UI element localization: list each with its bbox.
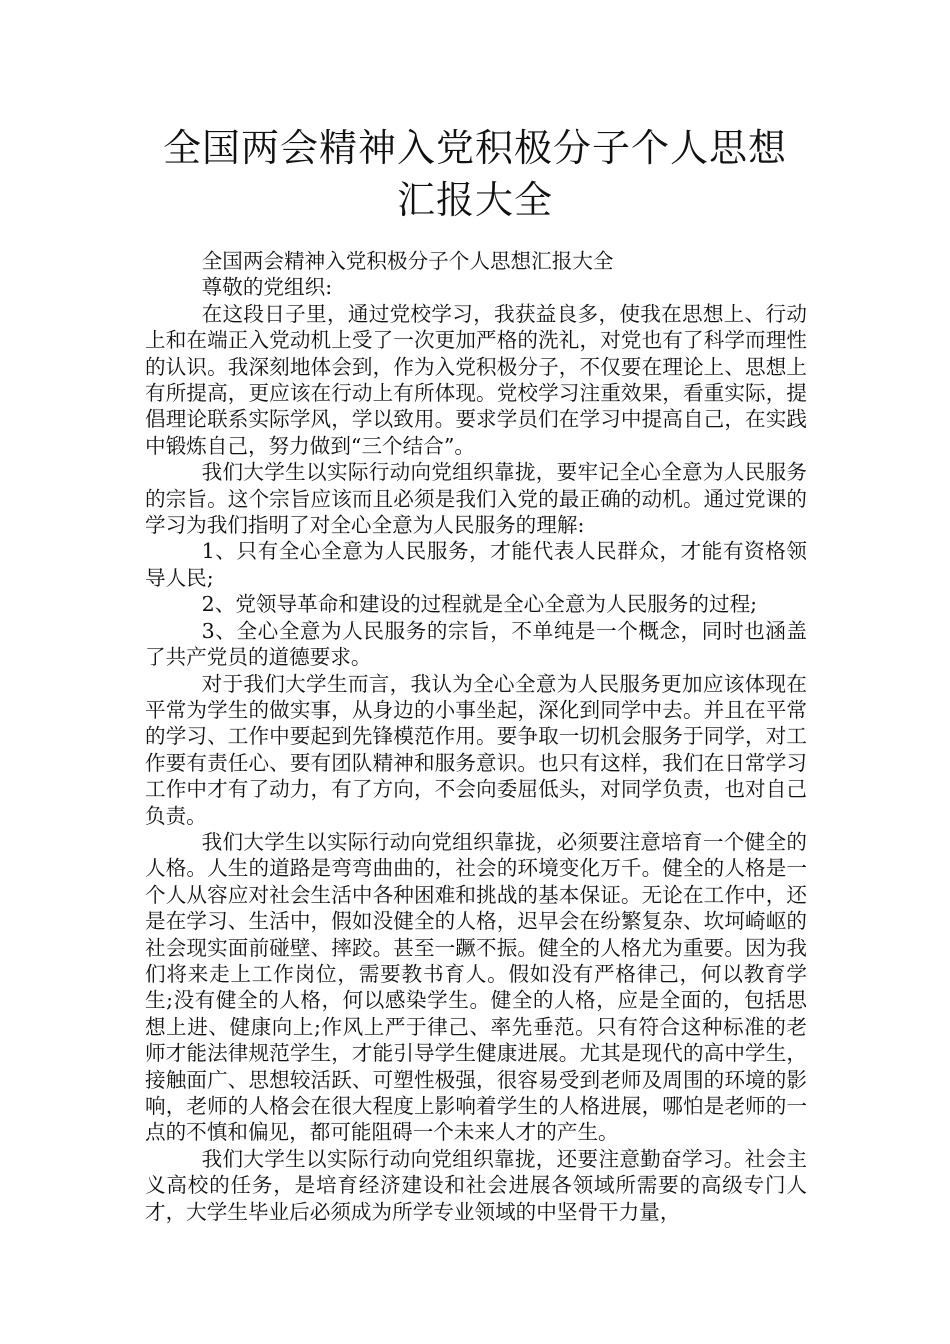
paragraph: 我们大学生以实际行动向党组织靠拢，要牢记全心全意为人民服务的宗旨。这个宗旨应该而且必须是我们入党的最正确的动机。通过党课的学习为我们指明了对全心全意为人民服务的理解: [145, 460, 807, 538]
paragraph-subtitle: 全国两会精神入党积极分子个人思想汇报大全 [201, 249, 614, 273]
document-title: 全国两会精神入党积极分子个人思想汇报大全 [162, 126, 787, 222]
paragraph-salutation: 尊敬的党组织: [201, 275, 333, 300]
paragraph: 在这段日子里，通过党校学习，我获益良多，使我在思想上、行动上和在端正入党动机上受了一次更加严格的洗礼，对党也有了科学而理性的认识。我深刻地体会到，作为入党积极分子，不仅要在理论上、思想上有所提高，更应该在行动上有所体现。党校学习注重效果，看重实际，提倡理论联系实际学风，学以致用。要求学员们在学习中提高自己，在实践中锻炼自己，努力做到“三个结合”。 [145, 301, 807, 458]
list-item: 2、党领导革命和建设的过程就是全心全意为人民服务的过程; [201, 592, 758, 617]
paragraph: 对于我们大学生而言，我认为全心全意为人民服务更加应该体现在平常为学生的做实事，从身边的小事坐起，深化到同学中去。并且在平常的学习、工作中要起到先锋模范作用。要争取一切机会服务于同学，对工作要有责任心、要有团队精神和服务意识。也只有这样，我们在日常学习工作中才有了动力，有了方向，不会向委屈低头，对同学负责，也对自己负责。 [145, 671, 807, 828]
document-body [145, 248, 807, 1225]
paragraph: 我们大学生以实际行动向党组织靠拢，还要注意勤奋学习。社会主义高校的任务，是培育经济建设和社会进展各领域所需要的高级专门人才，大学生毕业后必须成为所学专业领域的中坚骨干力量， [145, 1146, 807, 1224]
list-item: 3、全心全意为人民服务的宗旨，不单纯是一个概念，同时也涵盖了共产党员的道德要求。 [145, 618, 807, 670]
list-item: 1、只有全心全意为人民服务，才能代表人民群众，才能有资格领导人民; [145, 539, 807, 590]
paragraph: 我们大学生以实际行动向党组织靠拢，必须要注意培育一个健全的人格。人生的道路是弯弯曲曲的，社会的环境变化万千。健全的人格是一个人从容应对社会生活中各种困难和挑战的基本保证。无论在工作中，还是在学习、生活中，假如没健全的人格，迟早会在纷繁复杂、坎坷崎岖的社会现实面前碰壁、摔跤。甚至一蹶不振。健全的人格尤为重要。因为我们将来走上工作岗位，需要教书育人。假如没有严格律己，何以教育学生;没有健全的人格，何以感染学生。健全的人格，应是全面的，包括思想上进、健康向上;作风上严于律己、率先垂范。只有符合这种标准的老师才能法律规范学生，才能引导学生健康进展。尤其是现代的高中学生，接触面广、思想较活跃、可塑性极强，很容易受到老师及周围的环境的影响，老师的人格会在很大程度上影响着学生的人格进展，哪怕是老师的一点的不慎和偏见，都可能阻碍一个未来人才的产生。 [145, 829, 807, 1145]
